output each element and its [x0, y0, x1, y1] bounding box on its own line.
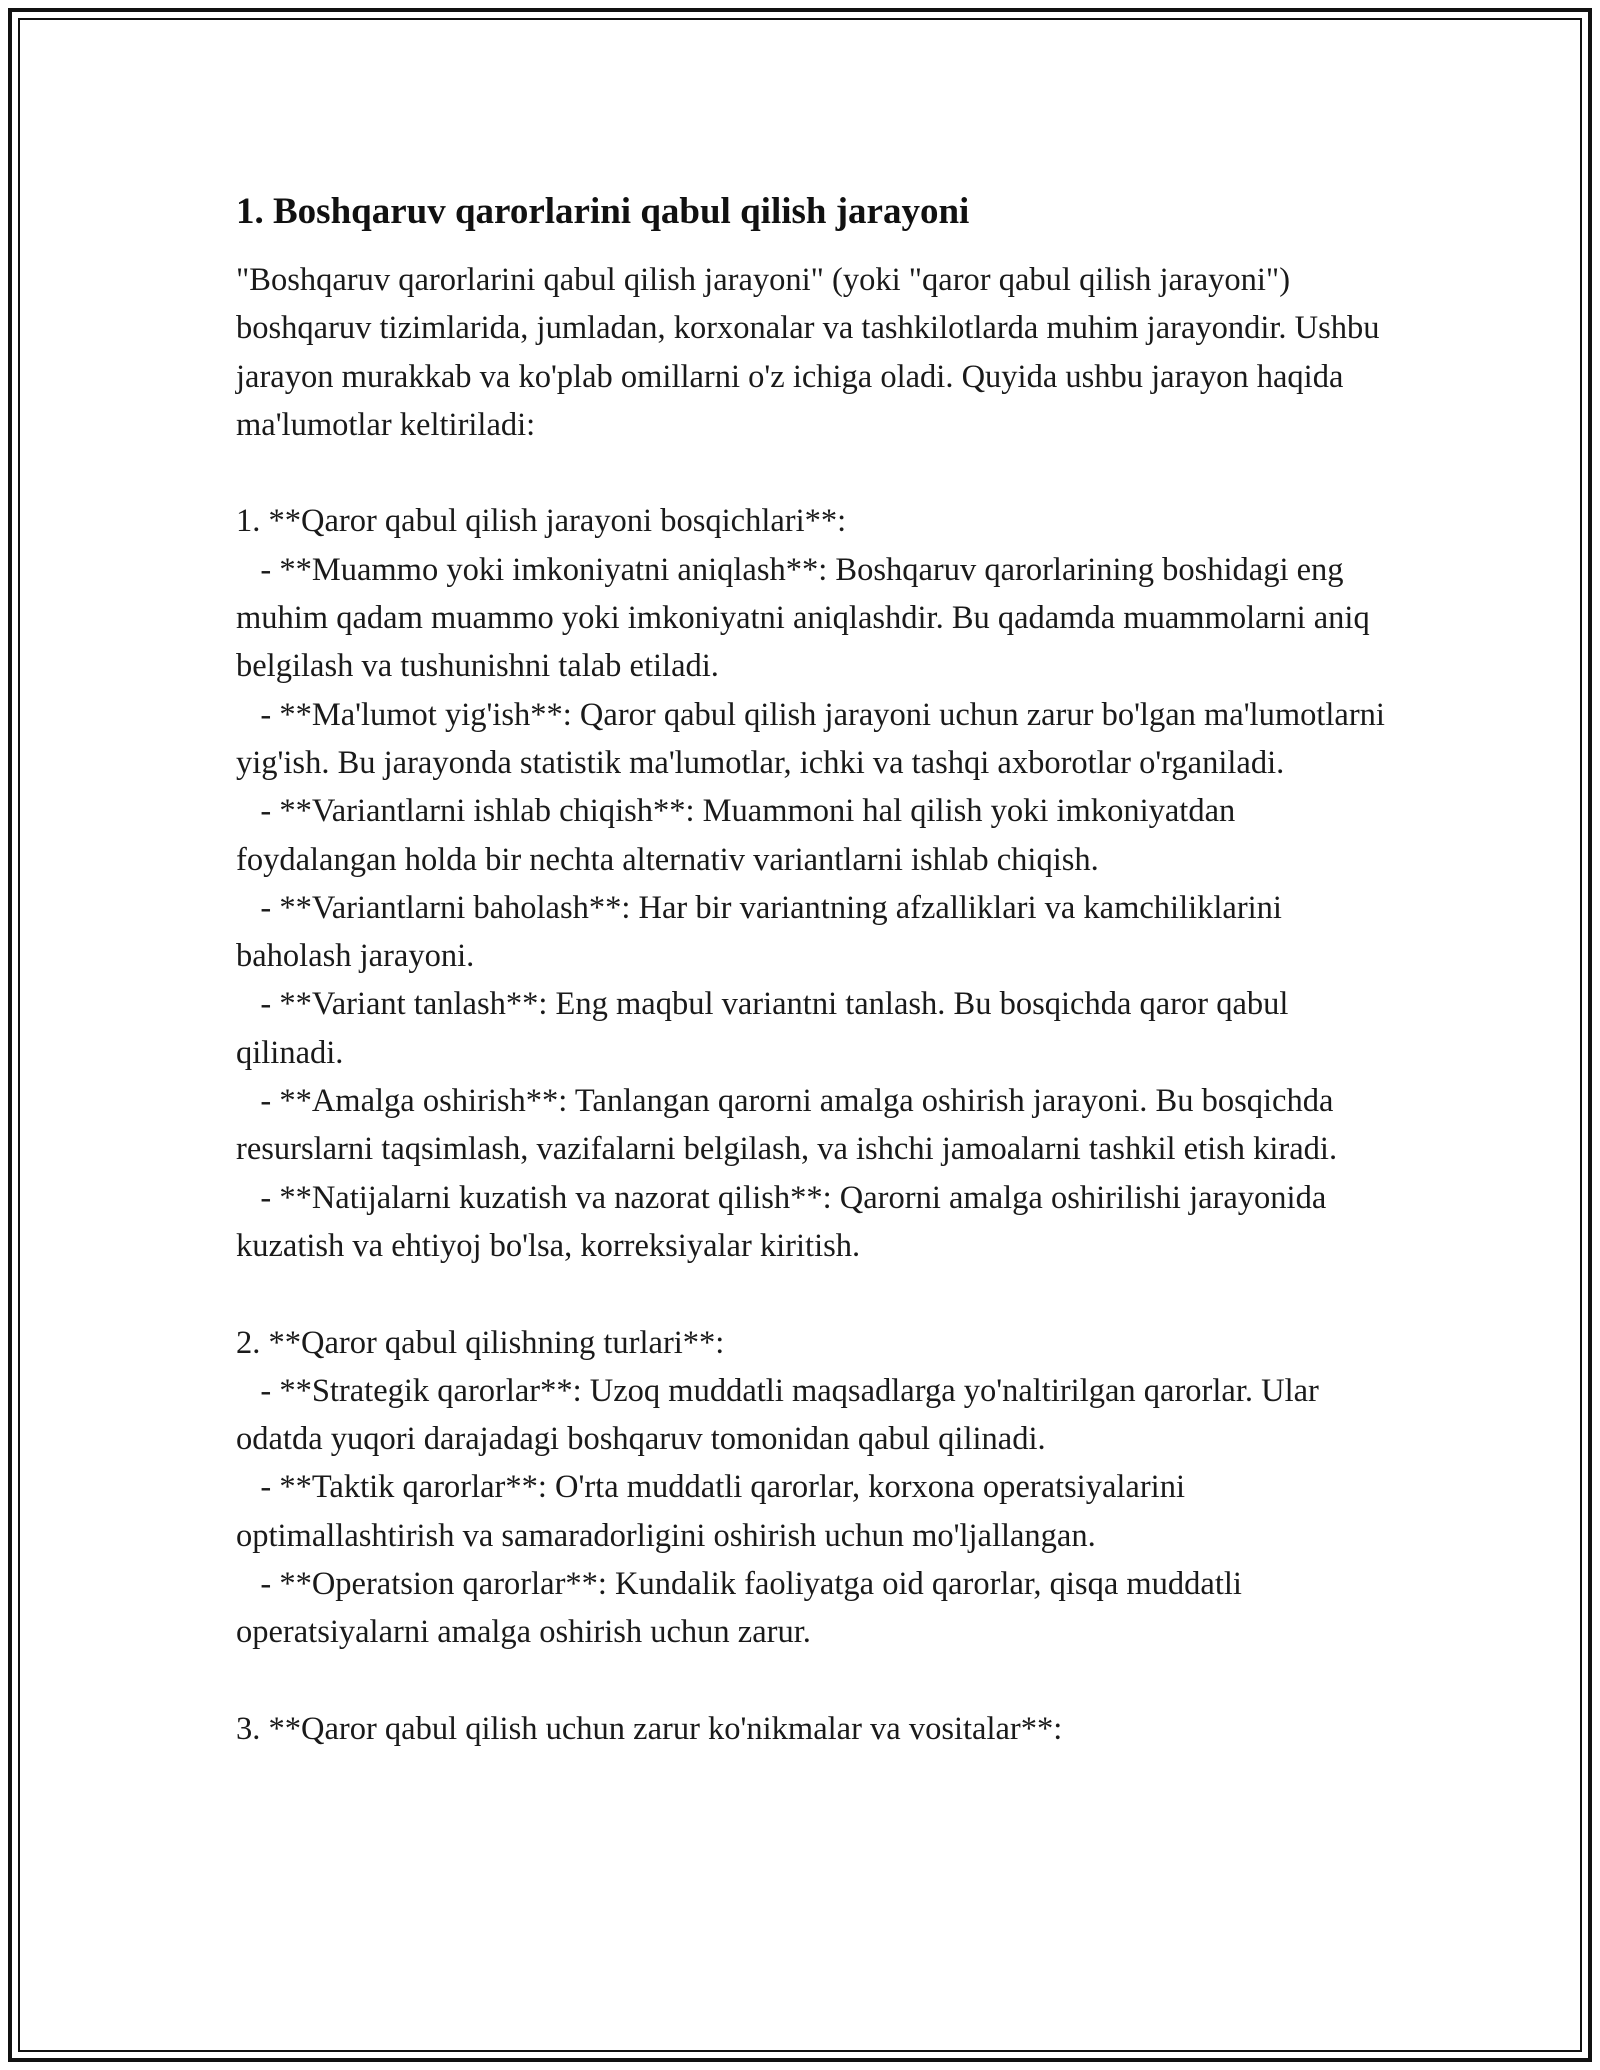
- blank-line: [236, 1270, 1386, 1318]
- intro-paragraph: "Boshqaruv qarorlarini qabul qilish jarayoni" (yoki "qaror qabul qilish jarayoni") boshqaruv tizimlarida, jumladan, korxonalar va tashkilotlarda muhim jarayondir. Ushbu jarayon murakkab va ko'plab omillarni o'z ichiga oladi. Quyida ushbu jarayon haqida ma'lumotlar keltiriladi:: [236, 262, 1388, 443]
- blank-line: [236, 449, 1386, 497]
- section-1-item: - **Muammo yoki imkoniyatni aniqlash**: Boshqaruv qarorlarining boshidagi eng muhim qadam muammo yoki imkoniyatni aniqlashdir. Bu qadamda muammolarni aniq belgilash va tushunishni talab etiladi.: [236, 551, 1378, 685]
- section-3-heading: 3. **Qaror qabul qilish uchun zarur ko'nikmalar va vositalar**:: [236, 1710, 1063, 1747]
- section-1-item: - **Ma'lumot yig'ish**: Qaror qabul qilish jarayoni uchun zarur bo'lgan ma'lumotlarni yig'ish. Bu jarayonda statistik ma'lumotlar, ichki va tashqi axborotlar o'rganiladi.: [236, 696, 1394, 781]
- section-1-item: - **Natijalarni kuzatish va nazorat qilish**: Qarorni amalga oshirilishi jarayonida kuzatish va ehtiyoj bo'lsa, korreksiyalar kiritish.: [236, 1179, 1335, 1264]
- section-1-item: - **Amalga oshirish**: Tanlangan qarorni amalga oshirish jarayoni. Bu bosqichda resurslarni taqsimlash, vazifalarni belgilash, va ishchi jamoalarni tashkil etish kiradi.: [236, 1083, 1342, 1168]
- section-1-item: - **Variant tanlash**: Eng maqbul variantni tanlash. Bu bosqichda qaror qabul qilinadi.: [236, 986, 1297, 1071]
- section-1-item: - **Variantlarni ishlab chiqish**: Muammoni hal qilish yoki imkoniyatdan foydalangan holda bir nechta alternativ variantlarni ishlab chiqish.: [236, 793, 1244, 878]
- document-title: 1. Boshqaruv qarorlarini qabul qilish jarayoni: [236, 191, 970, 232]
- section-2-item: - **Taktik qarorlar**: O'rta muddatli qarorlar, korxona operatsiyalarini optimallashtirish va samaradorligini oshirish uchun mo'ljallangan.: [236, 1469, 1194, 1554]
- section-1-item: - **Variantlarni baholash**: Har bir variantning afzalliklari va kamchiliklarini baholash jarayoni.: [236, 889, 1291, 975]
- document-body: [236, 186, 1394, 1753]
- blank-line: [236, 1657, 1386, 1705]
- section-1-heading: 1. **Qaror qabul qilish jarayoni bosqichlari**:: [236, 503, 847, 540]
- section-2-heading: 2. **Qaror qabul qilishning turlari**:: [236, 1324, 725, 1361]
- section-2-item: - **Strategik qarorlar**: Uzoq muddatli maqsadlarga yo'naltirilgan qarorlar. Ular odatda yuqori darajadagi boshqaruv tomonidan qabul qilinadi.: [236, 1372, 1327, 1458]
- section-2-item: - **Operatsion qarorlar**: Kundalik faoliyatga oid qarorlar, qisqa muddatli operatsiyalarni amalga oshirish uchun zarur.: [236, 1566, 1251, 1651]
